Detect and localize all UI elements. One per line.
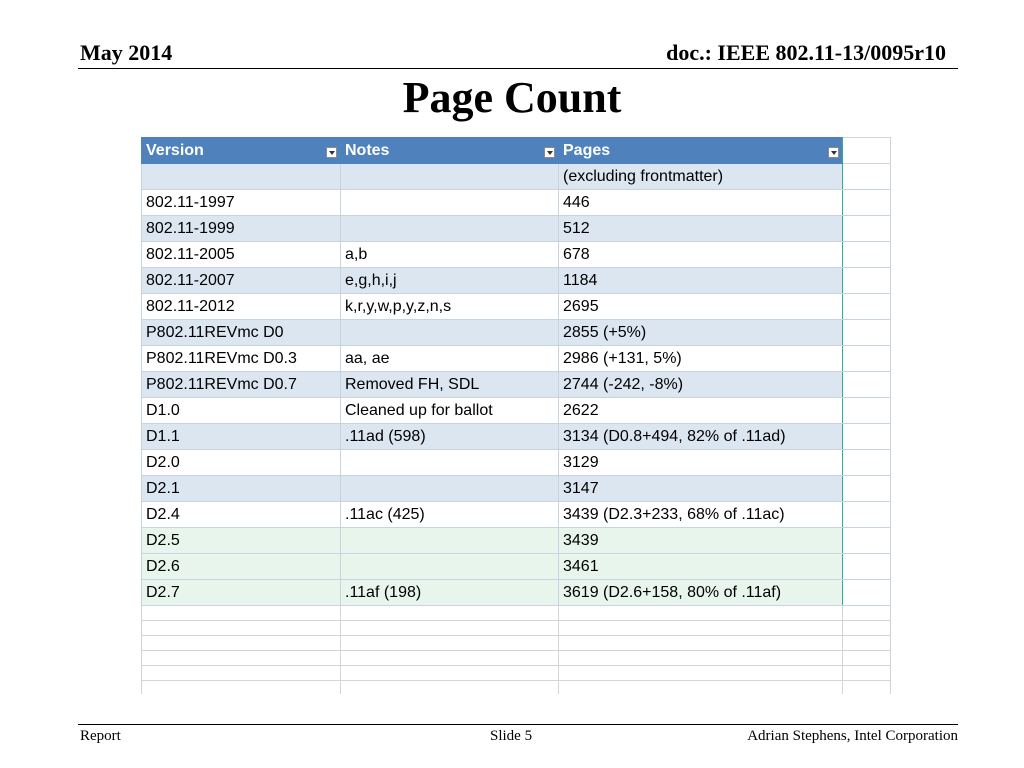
empty-cell[interactable] — [341, 621, 559, 636]
table-row — [142, 216, 891, 242]
column-header-pages — [559, 138, 843, 164]
empty-cell[interactable] — [559, 666, 843, 681]
empty-cell[interactable] — [559, 636, 843, 651]
version-cell[interactable]: 802.11-2012 — [142, 294, 341, 320]
notes-cell[interactable]: .11af (198) — [341, 580, 559, 606]
empty-cell[interactable] — [341, 666, 559, 681]
filter-dropdown-icon[interactable] — [326, 147, 337, 158]
empty-cell[interactable] — [843, 294, 891, 320]
table-cell[interactable] — [341, 164, 559, 190]
table-body — [142, 190, 891, 606]
empty-cell[interactable] — [843, 681, 891, 695]
pages-cell[interactable]: 3461 — [559, 554, 843, 580]
table-row — [142, 528, 891, 554]
empty-cell[interactable] — [843, 621, 891, 636]
version-cell[interactable]: D2.1 — [142, 476, 341, 502]
table-row — [142, 320, 891, 346]
empty-cell[interactable] — [843, 424, 891, 450]
table-row — [142, 372, 891, 398]
empty-cell[interactable] — [142, 666, 341, 681]
notes-cell[interactable] — [341, 476, 559, 502]
version-cell[interactable]: D2.6 — [142, 554, 341, 580]
header-date: May 2014 — [80, 40, 173, 65]
notes-cell[interactable]: .11ac (425) — [341, 502, 559, 528]
empty-cell[interactable] — [142, 636, 341, 651]
spreadsheet-region — [141, 137, 891, 694]
footer-slide-number: Slide 5 — [490, 728, 533, 744]
empty-cell[interactable] — [843, 476, 891, 502]
slide-title: Page Count — [402, 73, 622, 122]
table-cell[interactable] — [142, 164, 341, 190]
empty-cell[interactable] — [843, 502, 891, 528]
empty-grid-row — [142, 681, 891, 695]
empty-cell[interactable] — [843, 450, 891, 476]
notes-cell[interactable]: Cleaned up for ballot — [341, 398, 559, 424]
column-header-label: Version — [146, 142, 204, 159]
version-cell[interactable]: D1.0 — [142, 398, 341, 424]
empty-cell[interactable] — [559, 606, 843, 621]
notes-cell[interactable]: a,b — [341, 242, 559, 268]
notes-cell[interactable] — [341, 554, 559, 580]
empty-grid-row — [142, 621, 891, 636]
pages-cell[interactable]: 3147 — [559, 476, 843, 502]
empty-cell[interactable] — [843, 242, 891, 268]
empty-cell[interactable] — [142, 681, 341, 695]
header-doc-id: doc.: IEEE 802.11-13/0095r10 — [666, 40, 946, 65]
table-header-row — [142, 138, 891, 164]
page-count-table — [141, 137, 891, 694]
pages-cell[interactable]: 2986 (+131, 5%) — [559, 346, 843, 372]
empty-cell[interactable] — [843, 320, 891, 346]
pages-cell[interactable]: 2695 — [559, 294, 843, 320]
notes-cell[interactable] — [341, 450, 559, 476]
table-row — [142, 476, 891, 502]
empty-cell[interactable] — [843, 666, 891, 681]
notes-cell[interactable]: k,r,y,w,p,y,z,n,s — [341, 294, 559, 320]
empty-grid-row — [142, 606, 891, 621]
notes-cell[interactable] — [341, 528, 559, 554]
version-cell[interactable]: P802.11REVmc D0 — [142, 320, 341, 346]
empty-cell[interactable] — [843, 346, 891, 372]
version-cell[interactable]: D2.7 — [142, 580, 341, 606]
pages-cell[interactable]: 3439 (D2.3+233, 68% of .11ac) — [559, 502, 843, 528]
version-cell[interactable]: 802.11-1997 — [142, 190, 341, 216]
version-cell[interactable]: P802.11REVmc D0.7 — [142, 372, 341, 398]
table-row — [142, 554, 891, 580]
header-divider — [78, 68, 958, 69]
table-row — [142, 502, 891, 528]
pages-cell[interactable]: 3134 (D0.8+494, 82% of .11ad) — [559, 424, 843, 450]
empty-cell[interactable] — [559, 621, 843, 636]
empty-cell[interactable] — [843, 398, 891, 424]
pages-cell[interactable]: 446 — [559, 190, 843, 216]
pages-cell[interactable]: 512 — [559, 216, 843, 242]
pages-cell[interactable]: 3619 (D2.6+158, 80% of .11af) — [559, 580, 843, 606]
version-cell[interactable]: D2.5 — [142, 528, 341, 554]
filter-dropdown-icon[interactable] — [544, 147, 555, 158]
notes-cell[interactable] — [341, 320, 559, 346]
empty-cell[interactable] — [142, 606, 341, 621]
empty-cell[interactable] — [843, 580, 891, 606]
pages-cell[interactable]: 2622 — [559, 398, 843, 424]
notes-cell[interactable] — [341, 216, 559, 242]
pages-subheader-cell[interactable]: (excluding frontmatter) — [559, 164, 843, 190]
column-header-label: Notes — [345, 142, 390, 159]
pages-cell[interactable]: 3129 — [559, 450, 843, 476]
empty-grid-rows — [142, 606, 891, 695]
empty-grid-row — [142, 651, 891, 666]
empty-cell[interactable] — [843, 216, 891, 242]
empty-grid-row — [142, 636, 891, 651]
version-cell[interactable]: D1.1 — [142, 424, 341, 450]
table-row — [142, 242, 891, 268]
empty-cell[interactable] — [843, 636, 891, 651]
notes-cell[interactable] — [341, 190, 559, 216]
table-row — [142, 450, 891, 476]
pages-cell[interactable]: 1184 — [559, 268, 843, 294]
column-header-label: Pages — [563, 142, 611, 159]
empty-cell[interactable] — [142, 621, 341, 636]
version-cell[interactable]: 802.11-1999 — [142, 216, 341, 242]
empty-cell[interactable] — [843, 268, 891, 294]
empty-cell[interactable] — [559, 651, 843, 666]
table-row — [142, 268, 891, 294]
empty-cell[interactable] — [341, 606, 559, 621]
empty-cell[interactable] — [843, 164, 891, 190]
version-cell[interactable]: 802.11-2005 — [142, 242, 341, 268]
footer-author: Adrian Stephens, Intel Corporation — [747, 728, 958, 744]
empty-cell[interactable] — [341, 651, 559, 666]
notes-cell[interactable]: .11ad (598) — [341, 424, 559, 450]
empty-cell[interactable] — [843, 372, 891, 398]
notes-cell[interactable]: aa, ae — [341, 346, 559, 372]
table-row — [142, 580, 891, 606]
pages-cell[interactable]: 3439 — [559, 528, 843, 554]
notes-cell[interactable]: Removed FH, SDL — [341, 372, 559, 398]
table-row — [142, 346, 891, 372]
footer-report: Report — [80, 728, 121, 744]
version-cell[interactable]: 802.11-2007 — [142, 268, 341, 294]
empty-cell[interactable] — [142, 651, 341, 666]
version-cell[interactable]: P802.11REVmc D0.3 — [142, 346, 341, 372]
version-cell[interactable]: D2.0 — [142, 450, 341, 476]
empty-cell[interactable] — [843, 528, 891, 554]
footer-divider — [78, 724, 958, 725]
table-row — [142, 424, 891, 450]
table-subheader-row — [142, 164, 891, 190]
column-header-version — [142, 138, 341, 164]
pages-cell[interactable]: 2744 (-242, -8%) — [559, 372, 843, 398]
empty-cell[interactable] — [843, 554, 891, 580]
empty-cell[interactable] — [341, 681, 559, 695]
filter-dropdown-icon[interactable] — [828, 147, 839, 158]
empty-cell[interactable] — [843, 138, 891, 164]
pages-cell[interactable]: 2855 (+5%) — [559, 320, 843, 346]
table-row — [142, 190, 891, 216]
empty-cell[interactable] — [843, 651, 891, 666]
empty-cell[interactable] — [559, 681, 843, 695]
notes-cell[interactable]: e,g,h,i,j — [341, 268, 559, 294]
empty-cell[interactable] — [843, 606, 891, 621]
table-row — [142, 398, 891, 424]
pages-cell[interactable]: 678 — [559, 242, 843, 268]
column-header-notes — [341, 138, 559, 164]
empty-grid-row — [142, 666, 891, 681]
empty-cell[interactable] — [341, 636, 559, 651]
empty-cell[interactable] — [843, 190, 891, 216]
table-row — [142, 294, 891, 320]
version-cell[interactable]: D2.4 — [142, 502, 341, 528]
